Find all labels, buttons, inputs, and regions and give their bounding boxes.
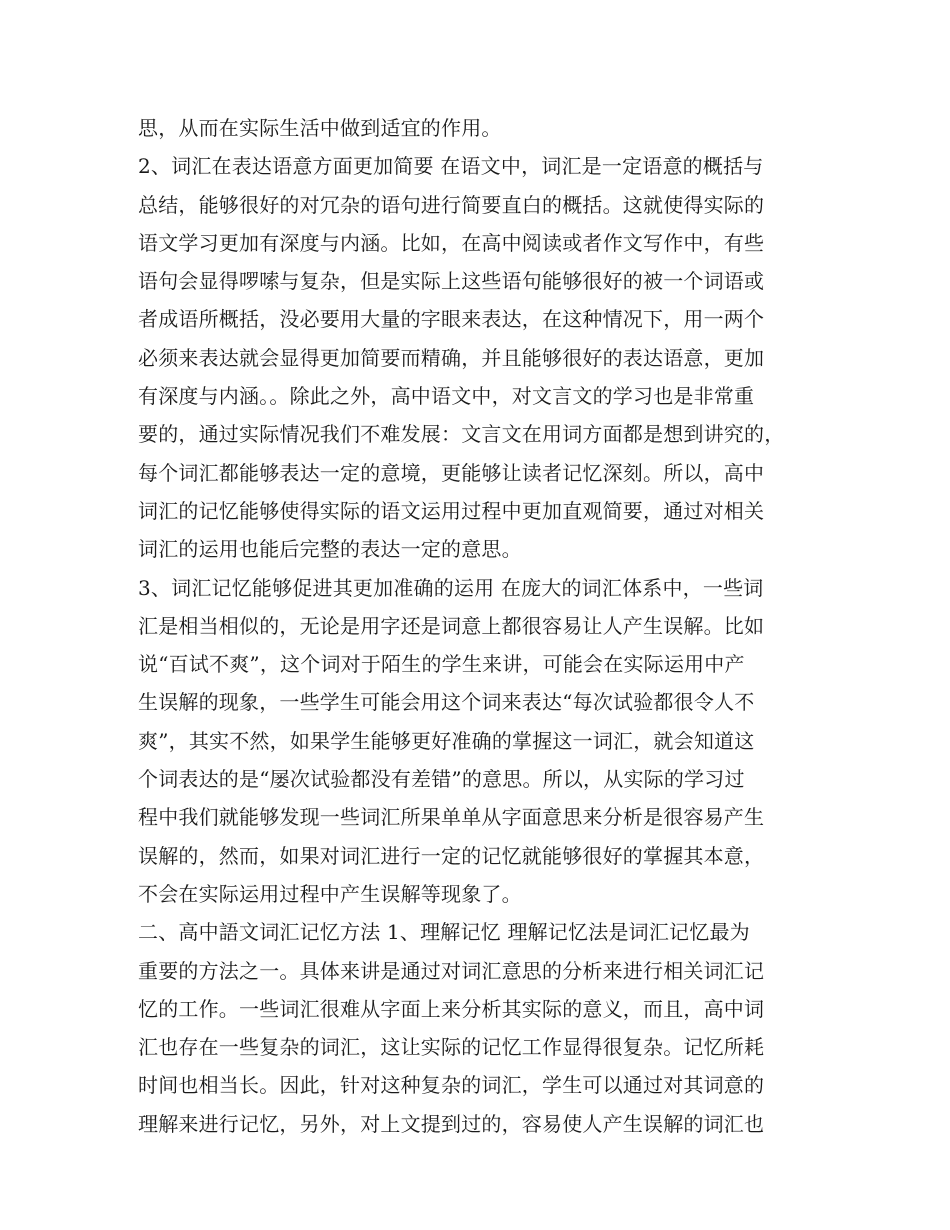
text-line: 时间也相当长。因此，针对这种复杂的词汇，学生可以通过对其词意的 (138, 1073, 765, 1098)
text-line: 每个词汇都能够表达一定的意境，更能够让读者记忆深刻。所以，高中 (138, 460, 765, 485)
text-line: 词汇的记忆能够使得实际的语文运用过程中更加直观简要，通过对相关 (138, 498, 765, 523)
text-line: 语句会显得啰嗦与复杂，但是实际上这些语句能够很好的被一个词语或 (138, 269, 765, 294)
text-line: 忆的工作。一些词汇很难从字面上来分析其实际的意义，而且，高中词 (138, 996, 765, 1021)
text-line: 必须来表达就会显得更加简要而精确，并且能够很好的表达语意，更加 (138, 345, 765, 370)
text-line: 重要的方法之一。具体来讲是通过对词汇意思的分析来进行相关词汇记 (138, 958, 765, 983)
text-line: 误解的，然而，如果对词汇进行一定的记忆就能够很好的掌握其本意， (138, 843, 765, 868)
text-line: 理解来进行记忆，另外，对上文提到过的，容易使人产生误解的词汇也 (138, 1111, 765, 1136)
body-text (138, 109, 828, 1143)
text-line: 思，从而在实际生活中做到适宜的作用。 (138, 116, 502, 140)
text-line: 汇是相当相似的，无论是用字还是词意上都很容易让人产生误解。比如 (138, 613, 765, 638)
text-line: 爽”，其实不然，如果学生能够更好准确的掌握这一词汇，就会知道这 (138, 728, 755, 753)
text-line: 要的，通过实际情况我们不难发展：文言文在用词方面都是想到讲究的， (138, 422, 785, 447)
text-line: 生误解的现象，一些学生可能会用这个词来表达“每次试验都很令人不 (138, 690, 755, 715)
text-line: 词汇的运用也能后完整的表达一定的意思。 (138, 537, 522, 562)
text-line: 汇也存在一些复杂的词汇，这让实际的记忆工作显得很复杂。记忆所耗 (138, 1035, 765, 1060)
text-line: 不会在实际运用过程中产生误解等现象了。 (138, 881, 522, 906)
text-line: 3、词汇记忆能够促进其更加准确的运用 在庞大的词汇体系中，一些词 (138, 575, 764, 600)
text-line: 者成语所概括，没必要用大量的字眼来表达，在这种情况下，用一两个 (138, 307, 765, 332)
text-line: 说“百试不爽”，这个词对于陌生的学生来讲，可能会在实际运用中产 (138, 652, 745, 677)
text-line: 二、高中語文词汇记忆方法 1、理解记忆 理解记忆法是词汇记忆最为 (138, 920, 750, 945)
text-line: 程中我们就能够发现一些词汇所果单单从字面意思来分析是很容易产生 (138, 805, 765, 830)
text-line: 总结，能够很好的对冗杂的语句进行简要直白的概括。这就使得实际的 (138, 192, 765, 217)
text-line: 个词表达的是“屡次试验都没有差错”的意思。所以，从实际的学习过 (138, 767, 745, 792)
text-line: 2、词汇在表达语意方面更加简要 在语文中，词汇是一定语意的概括与 (138, 154, 764, 179)
text-line: 语文学习更加有深度与内涵。比如，在高中阅读或者作文写作中，有些 (138, 230, 765, 255)
text-line: 有深度与内涵。。除此之外，高中语文中，对文言文的学习也是非常重 (138, 384, 755, 409)
